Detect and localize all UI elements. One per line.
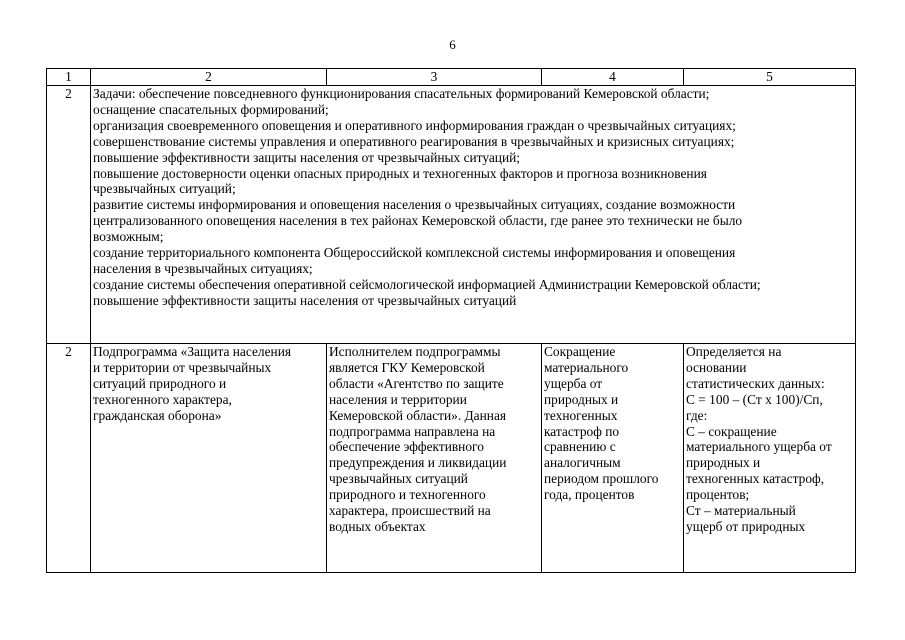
- text-line: статистических данных:: [686, 375, 825, 391]
- subprogram-name-cell: [91, 344, 327, 573]
- text-line: повышение эффективности защиты населения от чрезвычайных ситуаций;: [93, 149, 521, 165]
- text-line: Кемеровской области». Данная: [329, 407, 507, 423]
- tasks-cell: [91, 86, 856, 344]
- subprogram-description-cell: [327, 344, 542, 573]
- text-line: предупреждения и ликвидации: [329, 455, 507, 471]
- text-line: подпрограмма направлена на: [329, 423, 496, 439]
- row-number-cell: 2: [47, 344, 91, 573]
- text-line: года, процентов: [544, 487, 635, 503]
- text-line: водных объектах: [329, 518, 426, 534]
- text-line: сравнению с: [544, 439, 616, 455]
- text-line: периодом прошлого: [544, 471, 659, 487]
- header-cell-3: 3: [327, 69, 542, 86]
- text-line: создание территориального компонента Общероссийской комплексной системы информирования и оповещения: [93, 245, 736, 261]
- text-line: возможным;: [93, 229, 164, 245]
- header-cell-1: 1: [47, 69, 91, 86]
- text-line: повышение эффективности защиты населения от чрезвычайных ситуаций: [93, 292, 517, 308]
- text-line: ущерба от: [544, 375, 603, 391]
- table-row-tasks: [47, 86, 856, 344]
- text-line: и территории от чрезвычайных: [93, 359, 272, 375]
- header-cell-4: 4: [542, 69, 684, 86]
- text-line: населения и территории: [329, 391, 467, 407]
- document-table: [46, 68, 856, 573]
- text-line: развитие системы информирования и оповещения населения о чрезвычайных ситуациях, создание возможности: [93, 197, 736, 213]
- text-line: чрезвычайных ситуаций: [329, 471, 468, 487]
- text-line: где:: [686, 407, 708, 423]
- text-line: области «Агентство по защите: [329, 375, 504, 391]
- text-line: обеспечение эффективного: [329, 439, 484, 455]
- text-line: Подпрограмма «Защита населения: [93, 344, 292, 359]
- text-line: чрезвычайных ситуаций;: [93, 181, 236, 197]
- text-line: катастроф по: [544, 423, 620, 439]
- text-line: С – сокращение: [686, 423, 777, 439]
- page-number: 6: [449, 37, 456, 52]
- text-line: организация своевременного оповещения и оперативного информирования граждан о чрезвычайных ситуациях;: [93, 117, 736, 133]
- text-line: техногенного характера,: [93, 391, 232, 407]
- text-line: процентов;: [686, 487, 750, 503]
- text-line: природных и: [544, 391, 619, 407]
- text-line: основании: [686, 359, 747, 375]
- indicator-name-cell: [542, 344, 684, 573]
- table-header-row: [47, 69, 856, 86]
- text-line: ситуаций природного и: [93, 375, 227, 391]
- text-line: Сокращение: [544, 344, 616, 359]
- header-cell-5: 5: [684, 69, 856, 86]
- text-line: повышение достоверности оценки опасных природных и техногенных факторов и прогноза возникновения: [93, 165, 707, 181]
- text-line: природного и техногенного: [329, 487, 486, 503]
- text-line: является ГКУ Кемеровской: [329, 359, 485, 375]
- text-line: оснащение спасательных формирований;: [93, 101, 329, 117]
- text-line: материального ущерба от: [686, 439, 832, 455]
- text-line: населения в чрезвычайных ситуациях;: [93, 260, 313, 276]
- text-line: Определяется на: [686, 344, 782, 359]
- text-line: централизованного оповещения населения в тех районах Кемеровской области, где ранее это технически не было: [93, 213, 743, 229]
- text-line: совершенствование системы управления и оперативного реагирования в чрезвычайных и кризисных ситуациях;: [93, 133, 735, 149]
- text-line: гражданская оборона»: [93, 407, 222, 423]
- text-line: техногенных катастроф,: [686, 471, 825, 487]
- text-line: природных и: [686, 455, 761, 471]
- row-number-cell: 2: [47, 86, 91, 344]
- text-line: С = 100 – (Ст х 100)/Сп,: [686, 391, 823, 407]
- text-line: Задачи: обеспечение повседневного функционирования спасательных формирований Кемеровской области;: [93, 86, 710, 101]
- text-line: ущерб от природных: [686, 518, 806, 534]
- text-line: аналогичным: [544, 455, 621, 471]
- table-row-subprogram: [47, 344, 856, 573]
- text-line: материального: [544, 359, 629, 375]
- text-line: характера, происшествий на: [329, 503, 491, 519]
- header-cell-2: 2: [91, 69, 327, 86]
- text-line: техногенных: [544, 407, 618, 423]
- indicator-method-cell: [684, 344, 856, 573]
- text-line: Ст – материальный: [686, 503, 796, 519]
- text-line: создание системы обеспечения оперативной сейсмологической информацией Администрации Кемеровской области;: [93, 276, 761, 292]
- text-line: Исполнителем подпрограммы: [329, 344, 501, 359]
